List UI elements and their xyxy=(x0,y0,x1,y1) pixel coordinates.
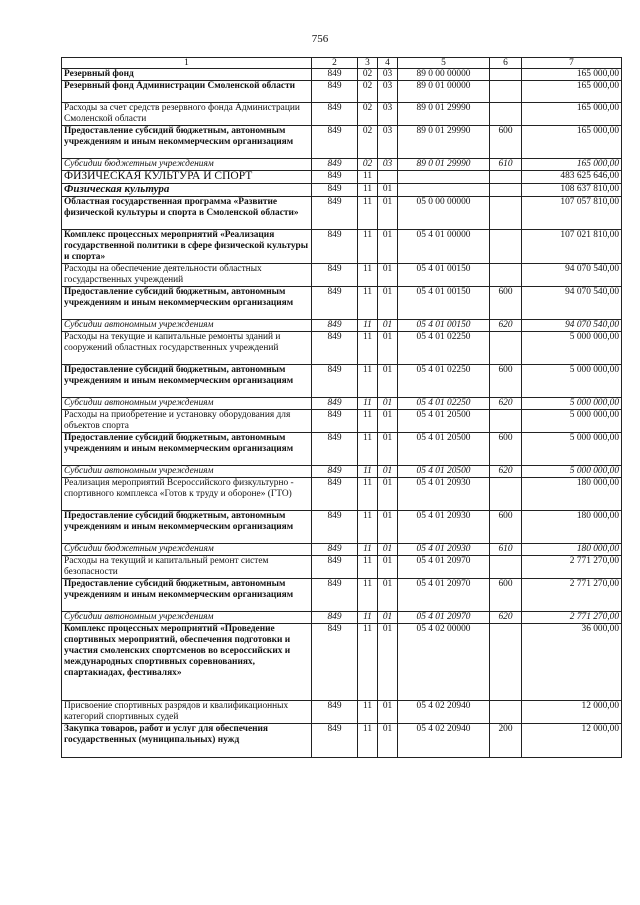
table-header-row xyxy=(62,58,622,69)
cell-ministry-code: 849 xyxy=(312,544,358,556)
cell-ministry-code: 849 xyxy=(312,171,358,184)
cell-amount: 5 000 000,00 xyxy=(522,365,622,398)
cell-target-article: 05 4 01 20970 xyxy=(398,579,490,612)
cell-subsection: 01 xyxy=(378,264,398,287)
cell-section: 11 xyxy=(358,511,378,544)
cell-amount: 94 070 540,00 xyxy=(522,287,622,320)
cell-subsection: 01 xyxy=(378,410,398,433)
cell-expense-type: 620 xyxy=(490,320,522,332)
table-row xyxy=(62,624,622,701)
table-row xyxy=(62,287,622,320)
cell-expense-type: 600 xyxy=(490,365,522,398)
cell-amount: 5 000 000,00 xyxy=(522,410,622,433)
cell-name: Предоставление субсидий бюджетным, автономным учреждениям и иным некоммерческим организациям xyxy=(62,365,312,398)
cell-amount: 94 070 540,00 xyxy=(522,264,622,287)
cell-name: Расходы за счет средств резервного фонда Администрации Смоленской области xyxy=(62,103,312,126)
cell-ministry-code: 849 xyxy=(312,264,358,287)
table-row xyxy=(62,701,622,724)
cell-amount: 12 000,00 xyxy=(522,724,622,758)
column-header: 1 xyxy=(62,58,312,69)
cell-ministry-code: 849 xyxy=(312,624,358,701)
cell-name: Резервный фонд Администрации Смоленской области xyxy=(62,81,312,103)
cell-ministry-code: 849 xyxy=(312,126,358,159)
cell-subsection: 01 xyxy=(378,433,398,466)
cell-target-article: 05 4 01 02250 xyxy=(398,332,490,365)
table-row xyxy=(62,171,622,184)
table-row xyxy=(62,579,622,612)
table-row xyxy=(62,365,622,398)
cell-name: Резервный фонд xyxy=(62,69,312,81)
column-header: 6 xyxy=(490,58,522,69)
cell-name: Комплекс процессных мероприятий «Реализация государственной политики в сфере физической культуры и спорта» xyxy=(62,230,312,264)
cell-amount: 5 000 000,00 xyxy=(522,398,622,410)
budget-table xyxy=(61,57,622,758)
cell-target-article: 05 4 01 20970 xyxy=(398,556,490,579)
cell-amount: 5 000 000,00 xyxy=(522,433,622,466)
cell-ministry-code: 849 xyxy=(312,197,358,230)
cell-amount: 108 637 810,00 xyxy=(522,184,622,197)
cell-target-article: 89 0 01 29990 xyxy=(398,126,490,159)
cell-target-article xyxy=(398,171,490,184)
cell-subsection: 01 xyxy=(378,624,398,701)
cell-target-article xyxy=(398,184,490,197)
cell-name: ФИЗИЧЕСКАЯ КУЛЬТУРА И СПОРТ xyxy=(62,171,312,184)
cell-expense-type: 600 xyxy=(490,287,522,320)
cell-target-article: 05 4 01 20500 xyxy=(398,466,490,478)
cell-subsection: 01 xyxy=(378,556,398,579)
cell-amount: 165 000,00 xyxy=(522,69,622,81)
cell-amount: 107 057 810,00 xyxy=(522,197,622,230)
cell-ministry-code: 849 xyxy=(312,410,358,433)
table-row xyxy=(62,511,622,544)
cell-subsection: 03 xyxy=(378,159,398,171)
cell-subsection xyxy=(378,171,398,184)
cell-amount: 165 000,00 xyxy=(522,159,622,171)
cell-name: Закупка товаров, работ и услуг для обеспечения государственных (муниципальных) нужд xyxy=(62,724,312,758)
cell-subsection: 01 xyxy=(378,320,398,332)
cell-section: 11 xyxy=(358,332,378,365)
cell-subsection: 03 xyxy=(378,81,398,103)
table-row xyxy=(62,159,622,171)
cell-expense-type: 600 xyxy=(490,433,522,466)
cell-subsection: 01 xyxy=(378,197,398,230)
cell-section: 11 xyxy=(358,184,378,197)
cell-expense-type xyxy=(490,556,522,579)
cell-subsection: 01 xyxy=(378,365,398,398)
cell-expense-type xyxy=(490,478,522,511)
table-row xyxy=(62,264,622,287)
column-header: 5 xyxy=(398,58,490,69)
cell-subsection: 01 xyxy=(378,511,398,544)
cell-target-article: 05 4 01 00150 xyxy=(398,264,490,287)
cell-subsection: 01 xyxy=(378,398,398,410)
cell-ministry-code: 849 xyxy=(312,159,358,171)
cell-ministry-code: 849 xyxy=(312,478,358,511)
cell-section: 11 xyxy=(358,171,378,184)
cell-name: Предоставление субсидий бюджетным, автономным учреждениям и иным некоммерческим организациям xyxy=(62,126,312,159)
cell-amount: 12 000,00 xyxy=(522,701,622,724)
cell-ministry-code: 849 xyxy=(312,579,358,612)
cell-name: Областная государственная программа «Развитие физической культуры и спорта в Смоленской области» xyxy=(62,197,312,230)
cell-target-article: 05 4 01 20930 xyxy=(398,511,490,544)
cell-amount: 5 000 000,00 xyxy=(522,332,622,365)
cell-expense-type: 600 xyxy=(490,579,522,612)
cell-subsection: 01 xyxy=(378,287,398,320)
cell-target-article: 05 4 01 20970 xyxy=(398,612,490,624)
cell-ministry-code: 849 xyxy=(312,701,358,724)
cell-amount: 483 625 646,00 xyxy=(522,171,622,184)
table-row xyxy=(62,556,622,579)
table-row xyxy=(62,320,622,332)
table-row xyxy=(62,197,622,230)
cell-target-article: 89 0 00 00000 xyxy=(398,69,490,81)
cell-ministry-code: 849 xyxy=(312,287,358,320)
cell-ministry-code: 849 xyxy=(312,320,358,332)
cell-section: 02 xyxy=(358,159,378,171)
cell-section: 02 xyxy=(358,69,378,81)
cell-target-article: 05 4 02 20940 xyxy=(398,724,490,758)
cell-ministry-code: 849 xyxy=(312,556,358,579)
cell-amount: 180 000,00 xyxy=(522,478,622,511)
cell-subsection: 01 xyxy=(378,544,398,556)
cell-expense-type xyxy=(490,184,522,197)
cell-expense-type xyxy=(490,230,522,264)
cell-expense-type: 610 xyxy=(490,544,522,556)
cell-name: Расходы на текущие и капитальные ремонты зданий и сооружений областных государственных учреждений xyxy=(62,332,312,365)
cell-subsection: 01 xyxy=(378,579,398,612)
cell-target-article: 05 4 01 20930 xyxy=(398,478,490,511)
cell-amount: 2 771 270,00 xyxy=(522,579,622,612)
cell-subsection: 01 xyxy=(378,478,398,511)
cell-amount: 5 000 000,00 xyxy=(522,466,622,478)
cell-name: Субсидии автономным учреждениям xyxy=(62,398,312,410)
cell-name: Субсидии бюджетным учреждениям xyxy=(62,544,312,556)
cell-ministry-code: 849 xyxy=(312,724,358,758)
cell-target-article: 05 4 01 20930 xyxy=(398,544,490,556)
table-row xyxy=(62,478,622,511)
cell-section: 11 xyxy=(358,365,378,398)
cell-section: 02 xyxy=(358,103,378,126)
cell-section: 11 xyxy=(358,624,378,701)
cell-section: 02 xyxy=(358,126,378,159)
table-row xyxy=(62,332,622,365)
cell-name: Предоставление субсидий бюджетным, автономным учреждениям и иным некоммерческим организациям xyxy=(62,511,312,544)
cell-section: 11 xyxy=(358,410,378,433)
cell-name: Субсидии бюджетным учреждениям xyxy=(62,159,312,171)
cell-ministry-code: 849 xyxy=(312,398,358,410)
cell-amount: 180 000,00 xyxy=(522,544,622,556)
cell-subsection: 01 xyxy=(378,184,398,197)
cell-name: Физическая культура xyxy=(62,184,312,197)
cell-expense-type xyxy=(490,264,522,287)
table-row xyxy=(62,69,622,81)
table-row xyxy=(62,433,622,466)
cell-section: 11 xyxy=(358,478,378,511)
table-row xyxy=(62,230,622,264)
cell-expense-type xyxy=(490,624,522,701)
cell-ministry-code: 849 xyxy=(312,332,358,365)
cell-section: 11 xyxy=(358,230,378,264)
column-header: 3 xyxy=(358,58,378,69)
cell-section: 11 xyxy=(358,197,378,230)
table-row xyxy=(62,398,622,410)
cell-section: 11 xyxy=(358,287,378,320)
cell-expense-type: 600 xyxy=(490,511,522,544)
cell-subsection: 01 xyxy=(378,612,398,624)
table-row xyxy=(62,544,622,556)
cell-ministry-code: 849 xyxy=(312,184,358,197)
table-row xyxy=(62,612,622,624)
cell-target-article: 05 4 01 02250 xyxy=(398,398,490,410)
cell-name: Предоставление субсидий бюджетным, автономным учреждениям и иным некоммерческим организациям xyxy=(62,287,312,320)
cell-ministry-code: 849 xyxy=(312,511,358,544)
cell-section: 11 xyxy=(358,724,378,758)
cell-amount: 2 771 270,00 xyxy=(522,556,622,579)
cell-section: 11 xyxy=(358,466,378,478)
cell-amount: 180 000,00 xyxy=(522,511,622,544)
column-header: 2 xyxy=(312,58,358,69)
cell-expense-type xyxy=(490,701,522,724)
cell-name: Субсидии автономным учреждениям xyxy=(62,466,312,478)
cell-name: Присвоение спортивных разрядов и квалификационных категорий спортивных судей xyxy=(62,701,312,724)
cell-ministry-code: 849 xyxy=(312,69,358,81)
cell-section: 11 xyxy=(358,433,378,466)
cell-ministry-code: 849 xyxy=(312,433,358,466)
cell-target-article: 05 4 01 00150 xyxy=(398,320,490,332)
cell-amount: 165 000,00 xyxy=(522,81,622,103)
cell-target-article: 05 4 01 00150 xyxy=(398,287,490,320)
cell-section: 11 xyxy=(358,701,378,724)
cell-expense-type: 620 xyxy=(490,466,522,478)
cell-subsection: 01 xyxy=(378,724,398,758)
cell-amount: 2 771 270,00 xyxy=(522,612,622,624)
cell-expense-type xyxy=(490,81,522,103)
table-row xyxy=(62,81,622,103)
cell-target-article: 89 0 01 00000 xyxy=(398,81,490,103)
cell-name: Субсидии автономным учреждениям xyxy=(62,612,312,624)
cell-name: Предоставление субсидий бюджетным, автономным учреждениям и иным некоммерческим организациям xyxy=(62,579,312,612)
cell-target-article: 05 0 00 00000 xyxy=(398,197,490,230)
cell-amount: 107 021 810,00 xyxy=(522,230,622,264)
cell-ministry-code: 849 xyxy=(312,103,358,126)
cell-name: Комплекс процессных мероприятий «Проведение спортивных мероприятий, обеспечения подготовки и участия смоленских спортсменов во всероссийских и международных спортивных соревнованиях, спартакиадах, фестивалях» xyxy=(62,624,312,701)
cell-expense-type: 620 xyxy=(490,612,522,624)
cell-ministry-code: 849 xyxy=(312,612,358,624)
cell-name: Предоставление субсидий бюджетным, автономным учреждениям и иным некоммерческим организациям xyxy=(62,433,312,466)
cell-section: 11 xyxy=(358,612,378,624)
table-row xyxy=(62,184,622,197)
cell-expense-type xyxy=(490,103,522,126)
cell-target-article: 89 0 01 29990 xyxy=(398,159,490,171)
cell-section: 02 xyxy=(358,81,378,103)
column-header: 4 xyxy=(378,58,398,69)
table-row xyxy=(62,126,622,159)
cell-ministry-code: 849 xyxy=(312,466,358,478)
table-row xyxy=(62,410,622,433)
column-header: 7 xyxy=(522,58,622,69)
cell-expense-type: 200 xyxy=(490,724,522,758)
cell-expense-type xyxy=(490,332,522,365)
cell-section: 11 xyxy=(358,544,378,556)
cell-expense-type xyxy=(490,69,522,81)
cell-name: Расходы на приобретение и установку оборудования для объектов спорта xyxy=(62,410,312,433)
cell-expense-type: 620 xyxy=(490,398,522,410)
cell-expense-type xyxy=(490,171,522,184)
cell-ministry-code: 849 xyxy=(312,365,358,398)
cell-target-article: 89 0 01 29990 xyxy=(398,103,490,126)
cell-expense-type: 600 xyxy=(490,126,522,159)
cell-expense-type: 610 xyxy=(490,159,522,171)
table-row xyxy=(62,724,622,758)
cell-section: 11 xyxy=(358,579,378,612)
cell-subsection: 03 xyxy=(378,103,398,126)
cell-section: 11 xyxy=(358,264,378,287)
cell-target-article: 05 4 01 20500 xyxy=(398,410,490,433)
cell-ministry-code: 849 xyxy=(312,230,358,264)
cell-target-article: 05 4 02 00000 xyxy=(398,624,490,701)
cell-ministry-code: 849 xyxy=(312,81,358,103)
table-body xyxy=(62,69,622,758)
cell-amount: 165 000,00 xyxy=(522,103,622,126)
cell-subsection: 01 xyxy=(378,466,398,478)
cell-target-article: 05 4 01 20500 xyxy=(398,433,490,466)
cell-name: Реализация мероприятий Всероссийского физкультурно - спортивного комплекса «Готов к труду и обороне» (ГТО) xyxy=(62,478,312,511)
cell-amount: 94 070 540,00 xyxy=(522,320,622,332)
cell-name: Расходы на текущий и капитальный ремонт систем безопасности xyxy=(62,556,312,579)
cell-expense-type xyxy=(490,197,522,230)
cell-subsection: 01 xyxy=(378,230,398,264)
cell-name: Субсидии автономным учреждениям xyxy=(62,320,312,332)
cell-target-article: 05 4 01 00000 xyxy=(398,230,490,264)
cell-amount: 36 000,00 xyxy=(522,624,622,701)
cell-amount: 165 000,00 xyxy=(522,126,622,159)
cell-subsection: 03 xyxy=(378,69,398,81)
cell-subsection: 01 xyxy=(378,701,398,724)
cell-subsection: 03 xyxy=(378,126,398,159)
cell-target-article: 05 4 02 20940 xyxy=(398,701,490,724)
page-number: 756 xyxy=(311,33,329,45)
cell-name: Расходы на обеспечение деятельности областных государственных учреждений xyxy=(62,264,312,287)
cell-subsection: 01 xyxy=(378,332,398,365)
table-row xyxy=(62,103,622,126)
cell-target-article: 05 4 01 02250 xyxy=(398,365,490,398)
table-row xyxy=(62,466,622,478)
cell-section: 11 xyxy=(358,320,378,332)
cell-expense-type xyxy=(490,410,522,433)
cell-section: 11 xyxy=(358,398,378,410)
cell-section: 11 xyxy=(358,556,378,579)
